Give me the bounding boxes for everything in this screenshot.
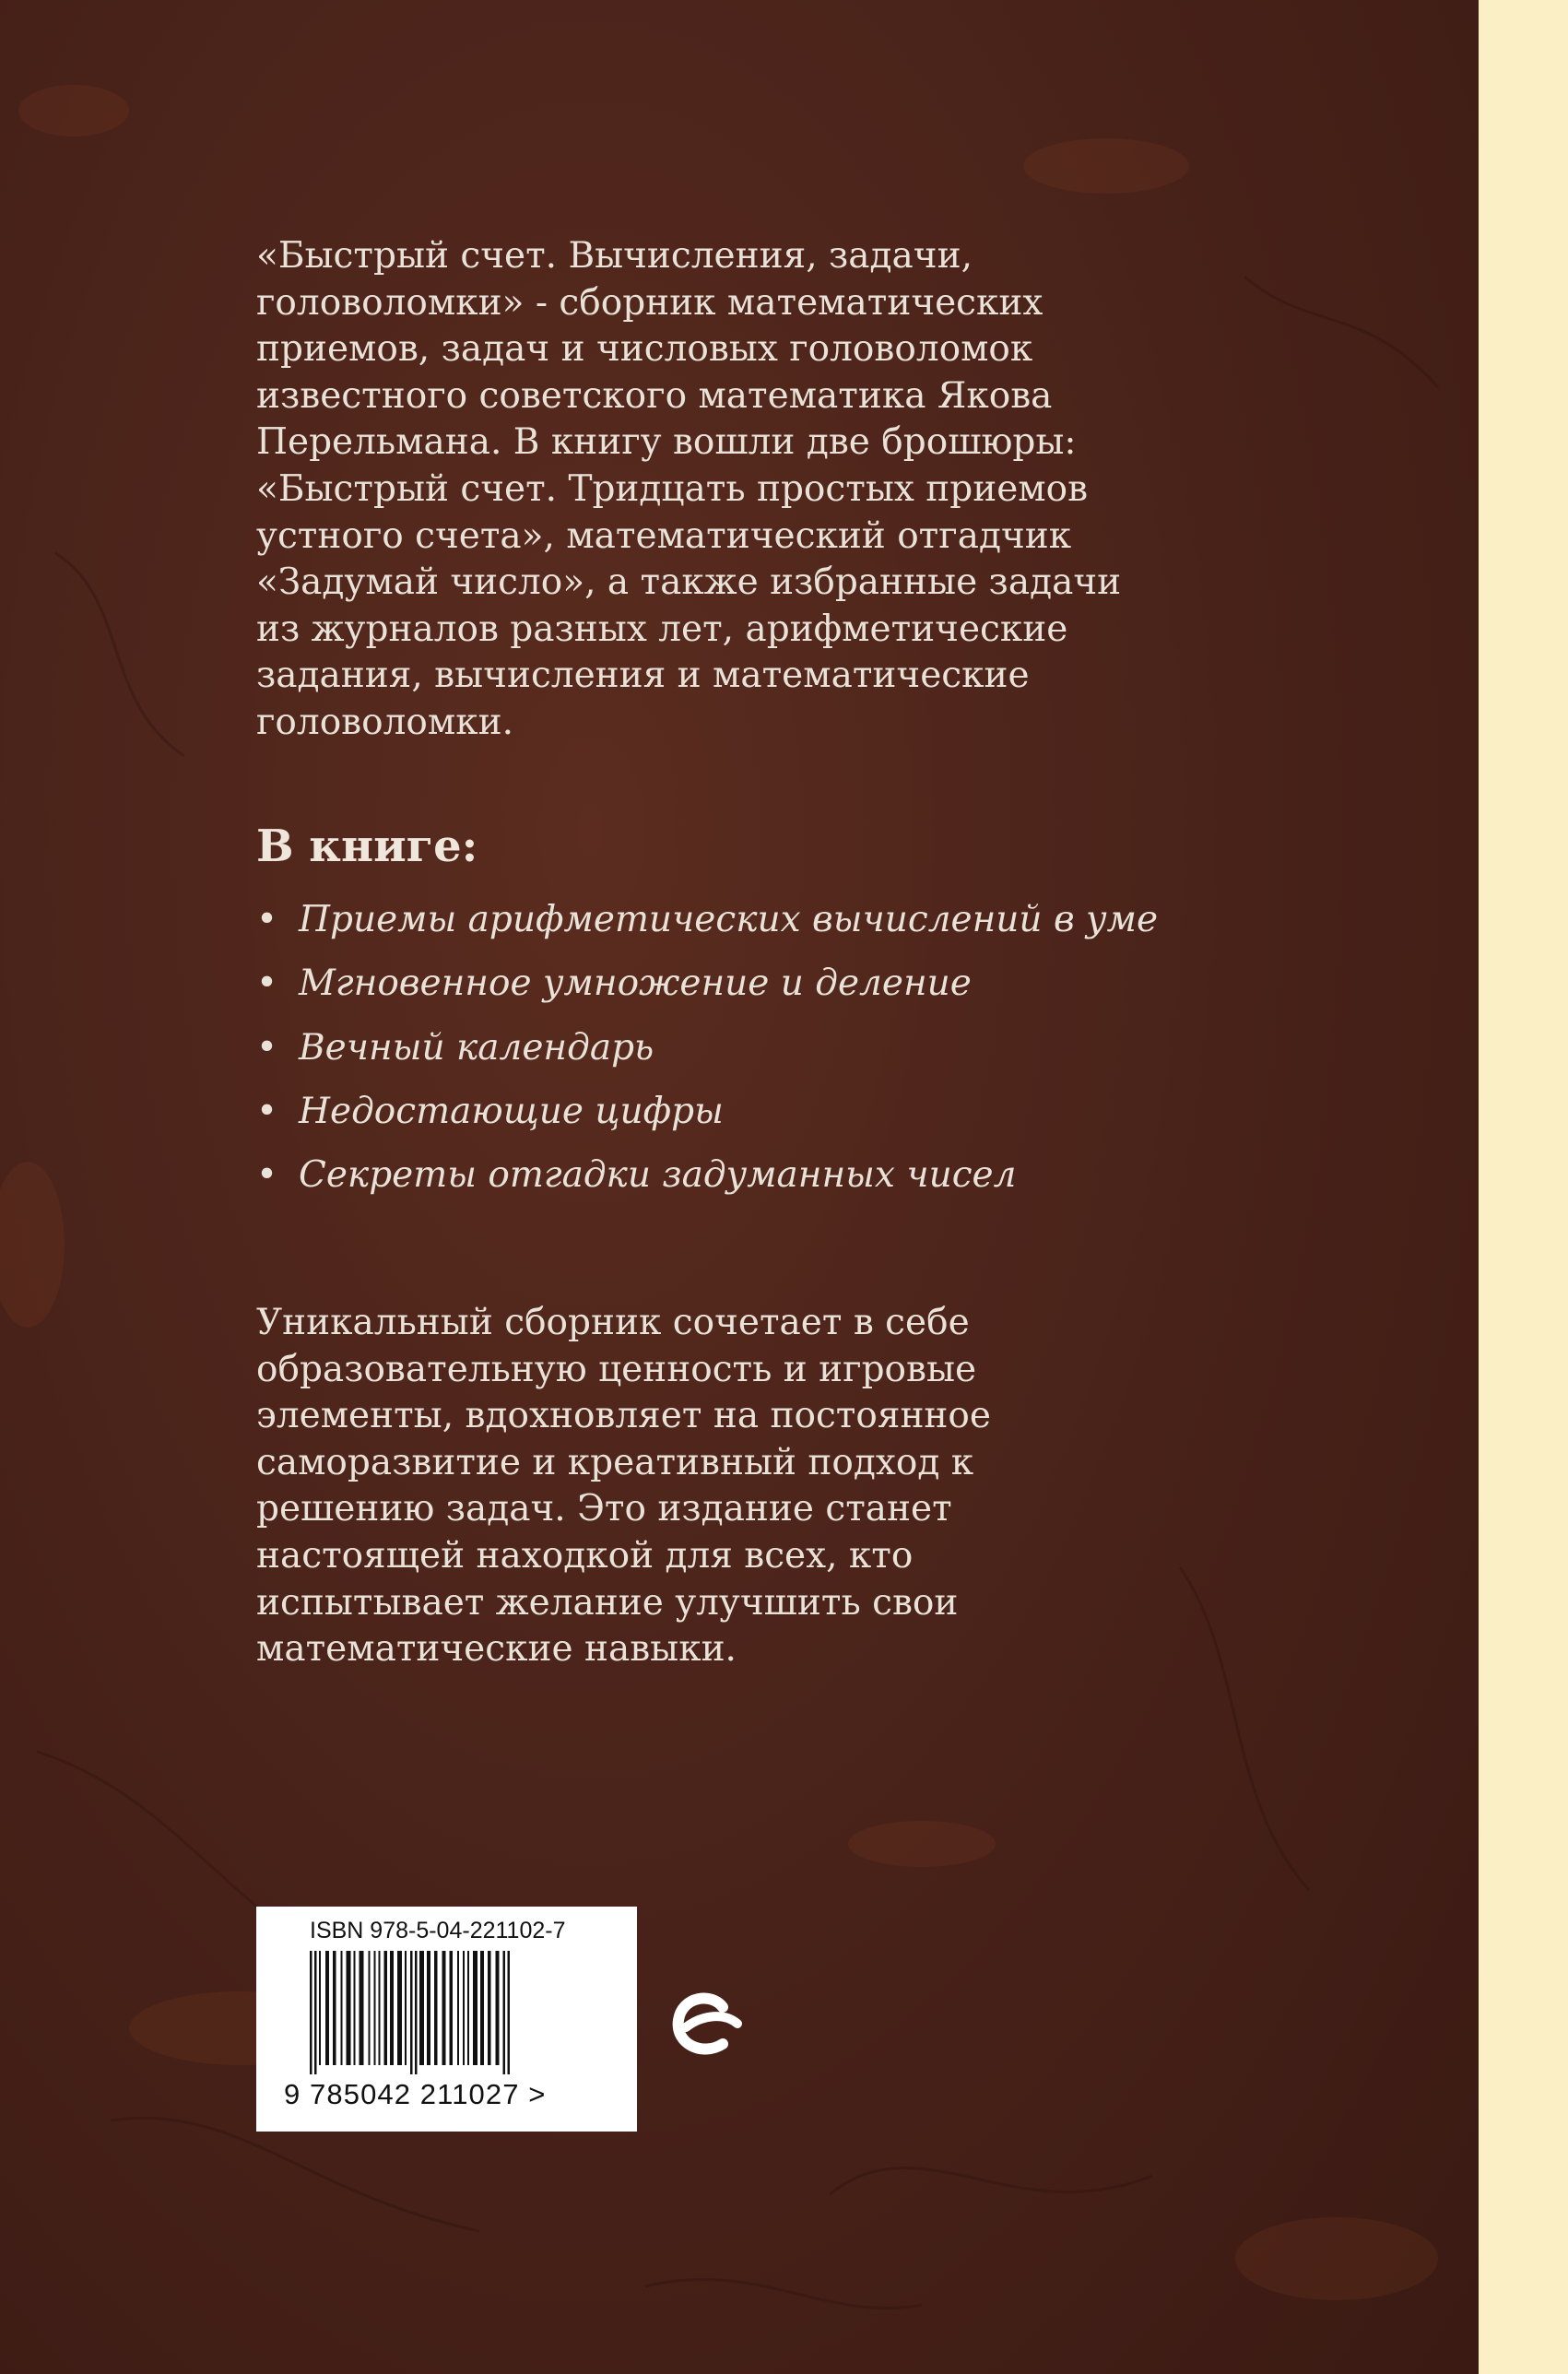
bullet-icon: • <box>256 963 278 1005</box>
barcode-bar <box>390 1951 394 2065</box>
intro-line: известного советского математика Якова <box>256 374 1053 417</box>
feature-text: Приемы арифметических вычислений в уме <box>299 899 1159 940</box>
barcode-bar <box>314 1951 317 2074</box>
bullet-icon: • <box>256 1090 278 1132</box>
barcode-bar <box>384 1951 388 2065</box>
barcode-bar <box>374 1951 376 2065</box>
barcode-bar <box>405 1951 407 2065</box>
barcode-bar <box>410 1951 413 2074</box>
intro-line: «Задумай число», а также избранные задачи <box>256 561 1122 604</box>
intro-line: «Быстрый счет. Тридцать простых приемов <box>256 467 1089 510</box>
bullet-icon: • <box>256 899 278 940</box>
barcode-bar <box>319 1951 321 2065</box>
barcode-bar <box>419 1951 424 2065</box>
summary-line: элементы, вдохновляет на постоянное <box>256 1395 991 1437</box>
isbn-barcode-block <box>256 1907 637 2132</box>
feature-item <box>256 1016 1158 1080</box>
barcode-bar <box>508 1951 511 2074</box>
barcode-bar <box>360 1951 364 2065</box>
feature-item <box>256 951 1158 1015</box>
barcode-bar <box>347 1951 351 2065</box>
feature-text: Мгновенное умножение и деление <box>299 963 972 1005</box>
intro-line: из журналов разных лет, арифметические <box>256 608 1068 650</box>
bullet-icon: • <box>256 1154 278 1197</box>
intro-line: головоломки. <box>256 701 513 743</box>
spine-strip <box>1479 0 1568 2374</box>
features-list <box>256 888 1158 1207</box>
barcode-icon <box>308 1951 584 2074</box>
barcode-bar <box>457 1951 459 2065</box>
bullet-icon: • <box>256 1026 278 1069</box>
feature-text: Секреты отгадки задуманных чисел <box>299 1154 1017 1197</box>
intro-line: задания, вычисления и математические <box>256 655 1030 697</box>
summary-line: настоящей находкой для всех, кто <box>256 1534 914 1577</box>
intro-line: устного счета», математический отгадчик <box>256 514 1072 557</box>
barcode-bar <box>488 1951 491 2065</box>
barcode-bar <box>434 1951 438 2065</box>
intro-line: приемов, задач и числовых головоломок <box>256 328 1033 371</box>
isbn-label: ISBN 978-5-04-221102-7 <box>310 1918 566 1943</box>
barcode-bar <box>341 1951 343 2065</box>
feature-item <box>256 1080 1158 1143</box>
barcode-bar <box>369 1951 371 2065</box>
barcode-bar <box>379 1951 381 2065</box>
intro-line: «Быстрый счет. Вычисления, задачи, <box>256 235 973 277</box>
isbn-digits: 9 785042 211027 > <box>284 2078 547 2110</box>
intro-line: Перельмана. В книгу вошли две брошюры: <box>256 421 1077 464</box>
feature-item <box>256 1143 1158 1207</box>
barcode-bar <box>397 1951 402 2065</box>
barcode-bar <box>480 1951 484 2065</box>
feature-text: Вечный календарь <box>299 1026 654 1069</box>
feature-text: Недостающие цифры <box>299 1090 724 1132</box>
summary-line: образовательную ценность и игровые <box>256 1348 977 1390</box>
summary-line: испытывает желание улучшить свои <box>256 1581 959 1624</box>
barcode-bar <box>442 1951 446 2065</box>
summary-line: саморазвитие и креативный подход к <box>256 1441 974 1483</box>
barcode-bar <box>473 1951 477 2065</box>
summary-line: Уникальный сборник сочетает в себе <box>256 1302 970 1343</box>
barcode-bar <box>467 1951 469 2065</box>
intro-paragraph <box>256 233 1197 747</box>
barcode-bar <box>325 1951 329 2065</box>
barcode-bar <box>503 1951 506 2074</box>
barcode-bar <box>463 1951 465 2065</box>
publisher-logo-icon <box>666 1987 749 2062</box>
summary-line: математические навыки. <box>256 1628 737 1671</box>
intro-line: головоломки» - сборник математических <box>256 281 1043 324</box>
barcode-bar <box>496 1951 500 2065</box>
barcode-bar <box>354 1951 356 2065</box>
barcode-bar <box>415 1951 418 2074</box>
barcode-bar <box>450 1951 454 2065</box>
summary-line: решению задач. Это издание станет <box>256 1488 952 1530</box>
feature-item <box>256 888 1158 951</box>
features-heading: В книге: <box>256 821 478 872</box>
barcode-bar <box>333 1951 336 2065</box>
summary-paragraph <box>256 1300 1197 1673</box>
barcode-bar <box>427 1951 430 2065</box>
barcode-bar <box>310 1951 312 2074</box>
